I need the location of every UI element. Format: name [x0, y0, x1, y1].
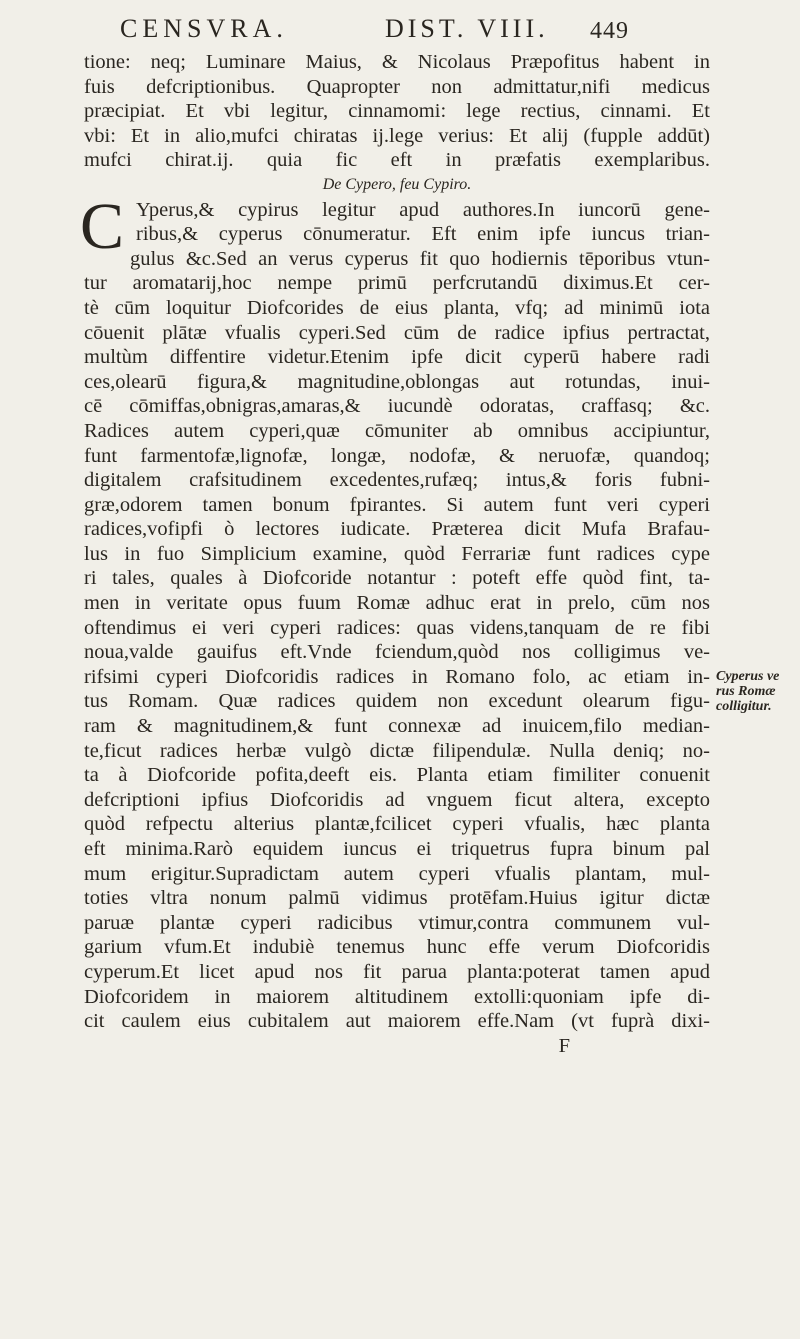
marginal-note-line: rus Romæ: [716, 683, 776, 699]
text-line: Diofcoridem in maiorem altitudinem extolli:quoniam ipfe di-: [84, 985, 710, 1008]
text-line: te,ficut radices herbæ vulgò dictæ filipendulæ. Nulla deniq; no-: [84, 739, 710, 762]
header-title: CENSVRA.: [120, 14, 288, 43]
text-line: ces,olearū figura,& magnitudine,oblongas aut rotundas, inui-: [84, 370, 710, 393]
text-line: ribus,& cyperus cōnumeratur. Eft enim ipfe iuncus trian-: [136, 223, 710, 246]
text-line: Radices autem cyperi,quæ cōmuniter ab omnibus accipiuntur,: [84, 419, 710, 442]
text-line: cit caulem eius cubitalem aut maiorem effe.Nam (vt fuprà dixi-: [84, 1010, 710, 1033]
text-line: men in veritate opus fuum Romæ adhuc erat in prelo, cūm nos: [84, 592, 710, 615]
text-line: paruæ plantæ cyperi radicibus vtimur,contra communem vul-: [84, 911, 710, 934]
text-line: funt farmentofæ,lignofæ, longæ, nodofæ, & neruofæ, quandoq;: [84, 444, 710, 467]
text-line: oftendimus ei veri cyperi radices: quas videns,tanquam de re fibi: [84, 616, 710, 639]
marginal-note-line: Cyperus ve: [716, 668, 780, 684]
marginal-note-line: colligitur.: [716, 698, 772, 714]
text-line: rifsimi cyperi Diofcoridis radices in Romano folo, ac etiam in-: [84, 665, 710, 688]
main-text: [80, 50, 710, 1058]
text-line: defcriptioni ipfius Diofcoridis ad vnguem ficut altera, excepto: [84, 788, 710, 811]
text-line: vbi: Et in alio,mufci chiratas ij.lege verius: Et alij (fupple addūt): [84, 124, 710, 147]
text-line: eft minima.Rarò equidem iuncus ei triquetrus fupra binum pal: [84, 838, 710, 860]
text-line: gulus &c.Sed an verus cyperus fit quo hodiernis tēporibus vtun-: [130, 247, 710, 270]
text-line: græ,odorem tamen bonum fpirantes. Si autem funt veri cyperi: [84, 493, 710, 516]
text-line: cyperum.Et licet apud nos fit parua planta:poterat tamen apud: [84, 960, 710, 983]
text-line: ta à Diofcoride pofita,deeft eis. Planta etiam fimiliter conuenit: [84, 764, 710, 787]
text-line: digitalem crafsitudinem excedentes,rufæq; intus,& foris fubni-: [84, 469, 710, 492]
text-line: mufci chirat.ij. quia fic eft in præfatis exemplaribus.: [84, 149, 710, 172]
text-line: garium vfum.Et indubiè tenemus hunc effe verum Diofcoridis: [84, 936, 710, 959]
text-line: cōuenit plātæ vfualis cyperi.Sed cūm de radice ipfius pertractat,: [84, 321, 710, 344]
text-line: toties vltra nonum palmū vidimus protēfam.Huius igitur dictæ: [84, 887, 710, 910]
text-line: tus Romam. Quæ radices quidem non excedunt olearum figu-: [84, 690, 710, 713]
dropcap-lines: [84, 198, 710, 247]
catchword: F: [558, 1034, 570, 1057]
text-line: tè cūm loquitur Diofcorides de eius planta, vfq; ad minimū iota: [84, 296, 710, 319]
text-line: lus in fuo Simplicium examine, quòd Ferrariæ funt radices cype: [84, 542, 710, 565]
text-line: ram & magnitudinem,& funt connexæ ad inuicem,filo median-: [84, 715, 710, 738]
text-line: tur aromatarij,hoc nempe primū perfcrutandū diximus.Et cer-: [84, 272, 710, 295]
text-line: mum erigitur.Supradictam autem cyperi vfualis plantam, mul-: [84, 862, 710, 885]
text-line: radices,vofipfi ò lectores iudicate. Præterea dicit Mufa Brafau-: [84, 518, 710, 541]
page-number: 449: [590, 18, 629, 44]
text-line: noua,valde gauifus eft.Vnde fciendum,quòd nos colligimus ve-: [84, 641, 710, 664]
text-line: ri tales, quales à Diofcoride notantur : poteft effe quòd fint, ta-: [84, 567, 710, 590]
text-block-after-dropcap: [84, 247, 710, 1034]
text-line: multùm diffentire videtur.Etenim ipfe dicit cyperū habere radi: [84, 346, 710, 369]
section-heading: De Cypero, feu Cypiro.: [322, 175, 472, 193]
text-line: quòd refpectu alterius plantæ,fcilicet cyperi vfualis, hæc planta: [84, 813, 710, 836]
text-line: cē cōmiffas,obnigras,amaras,& iucundè odoratas, craffasq; &c.: [84, 395, 710, 418]
text-line: tione: neq; Luminare Maius, & Nicolaus Præpofitus habent in: [84, 51, 710, 73]
running-header: [120, 14, 760, 54]
header-section: DIST. VIII.: [385, 14, 549, 43]
text-line: præcipiat. Et vbi legitur, cinnamomi: lege rectius, cinnami. Et: [84, 100, 710, 123]
dropcap-letter: C: [80, 189, 125, 263]
text-line: fuis defcriptionibus. Quapropter non admittatur,nifi medicus: [84, 75, 710, 98]
marginal-note: [716, 669, 779, 714]
text-line: Yperus,& cypirus legitur apud authores.In iuncorū gene-: [136, 198, 710, 221]
text-block-before-heading: [84, 50, 710, 173]
